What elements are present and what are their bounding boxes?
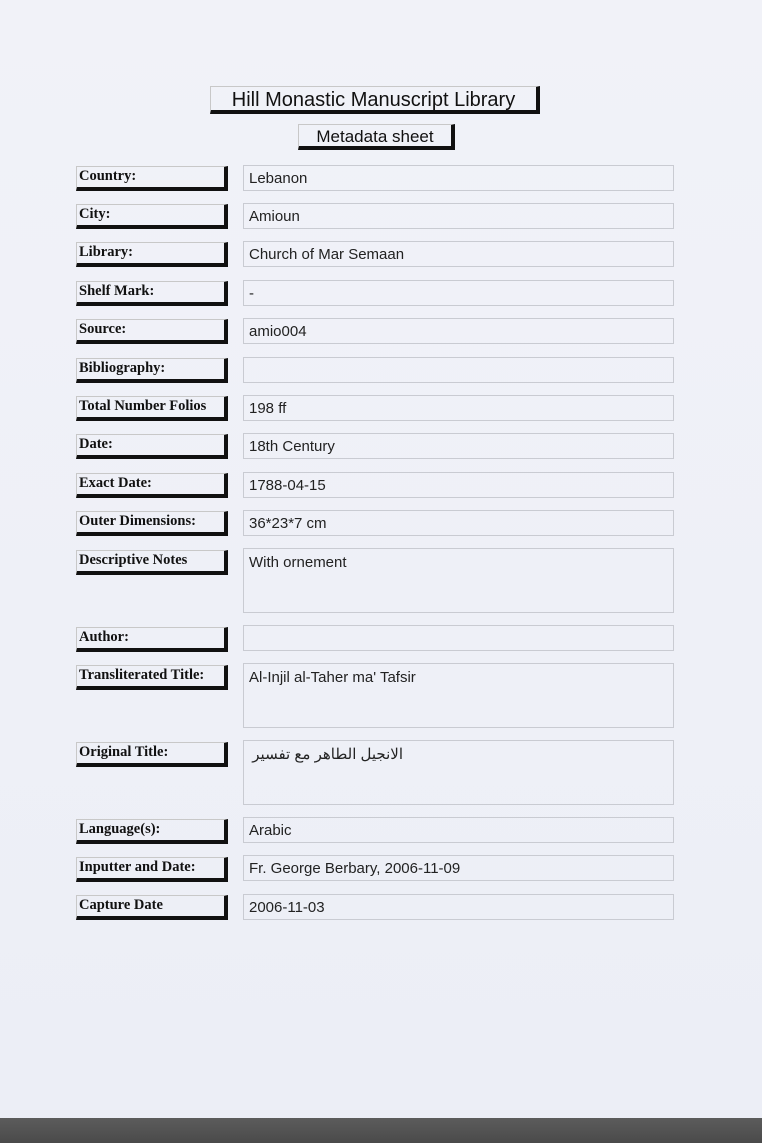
field-label-source: Source: — [76, 319, 228, 344]
field-value-languages: Arabic — [243, 817, 674, 843]
field-value-exact-date: 1788-04-15 — [243, 472, 674, 498]
field-value-inputter: Fr. George Berbary, 2006-11-09 — [243, 855, 674, 881]
field-value-folios: 198 ff — [243, 395, 674, 421]
field-value-date: 18th Century — [243, 433, 674, 459]
field-label-shelf-mark: Shelf Mark: — [76, 281, 228, 306]
field-label-author: Author: — [76, 627, 228, 652]
field-label-capture-date: Capture Date — [76, 895, 228, 920]
field-value-notes: With ornement — [243, 548, 674, 613]
field-label-transliterated-title: Transliterated Title: — [76, 665, 228, 690]
field-label-inputter: Inputter and Date: — [76, 857, 228, 882]
page-subtitle: Metadata sheet — [298, 124, 455, 150]
field-value-transliterated-title: Al-Injil al-Taher ma' Tafsir — [243, 663, 674, 728]
field-value-dimensions: 36*23*7 cm — [243, 510, 674, 536]
field-value-source: amio004 — [243, 318, 674, 344]
field-label-languages: Language(s): — [76, 819, 228, 844]
field-value-bibliography — [243, 357, 674, 383]
field-label-city: City: — [76, 204, 228, 229]
field-value-original-title: الانجيل الطاهر مع تفسير — [243, 740, 674, 805]
field-label-bibliography: Bibliography: — [76, 358, 228, 383]
field-label-original-title: Original Title: — [76, 742, 228, 767]
field-label-notes: Descriptive Notes — [76, 550, 228, 575]
field-value-library: Church of Mar Semaan — [243, 241, 674, 267]
field-label-country: Country: — [76, 166, 228, 191]
field-value-city: Amioun — [243, 203, 674, 229]
field-value-shelf-mark: - — [243, 280, 674, 306]
field-label-dimensions: Outer Dimensions: — [76, 511, 228, 536]
field-value-author — [243, 625, 674, 651]
field-label-library: Library: — [76, 242, 228, 267]
page-title: Hill Monastic Manuscript Library — [210, 86, 540, 114]
field-label-folios: Total Number Folios — [76, 396, 228, 421]
field-label-exact-date: Exact Date: — [76, 473, 228, 498]
scanner-edge — [0, 1118, 762, 1143]
field-value-capture-date: 2006-11-03 — [243, 894, 674, 920]
field-value-country: Lebanon — [243, 165, 674, 191]
field-label-date: Date: — [76, 434, 228, 459]
